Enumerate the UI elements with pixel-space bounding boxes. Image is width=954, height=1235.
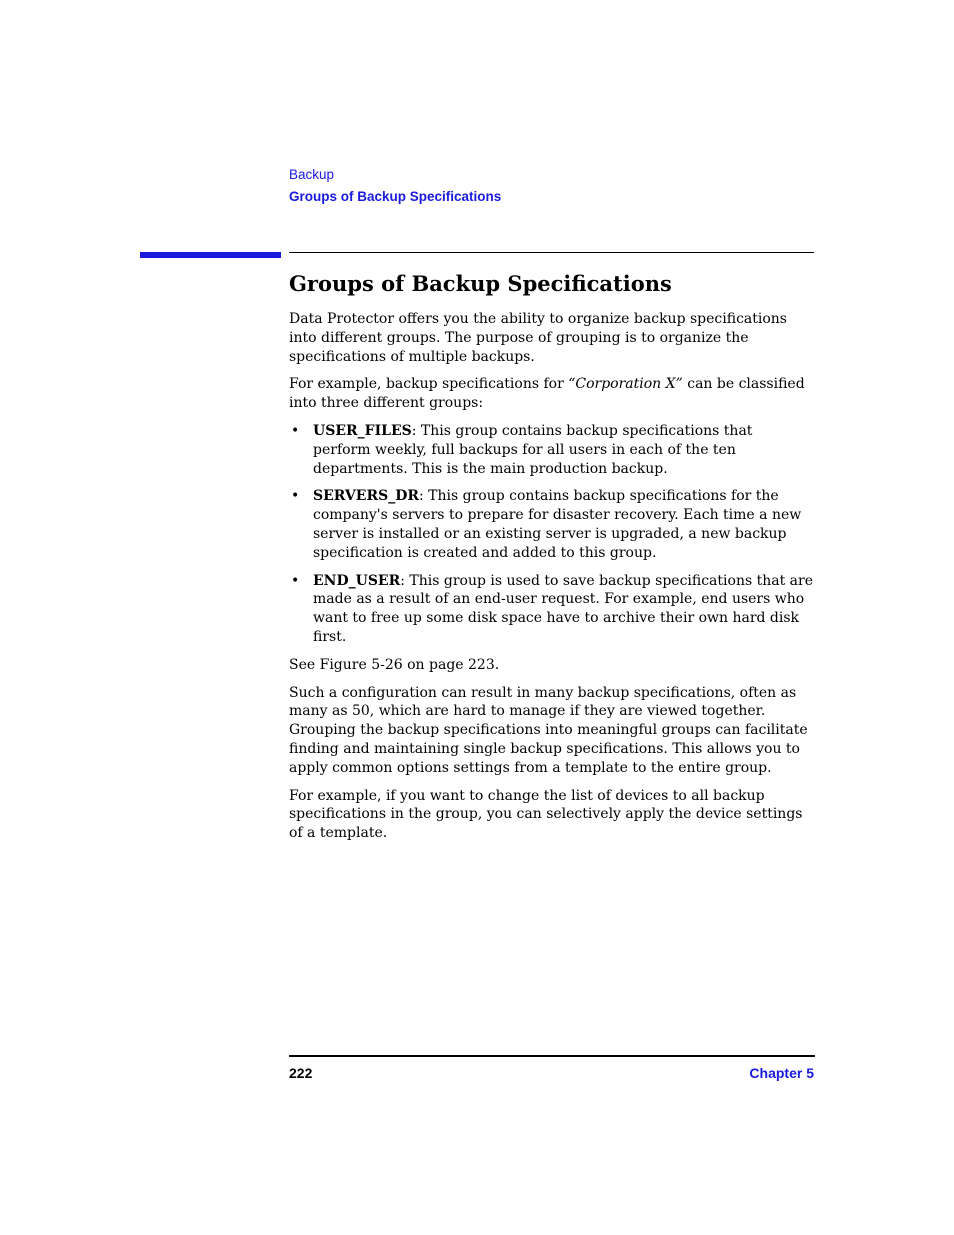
breadcrumb-section: Groups of Backup Specifications	[289, 189, 502, 204]
section-marker-bar	[140, 252, 281, 258]
group-description: : This group is used to save backup specifications that are made as a result of an end-user request. For example, end users who want to free up some disk space have to archive their own hard disk first.	[313, 572, 813, 645]
group-term: SERVERS_DR	[313, 488, 419, 505]
breadcrumb-chapter: Backup	[289, 167, 335, 182]
template-paragraph: For example, if you want to change the list of devices to all backup specifications in the group, you can selectively apply the device settings of a template.	[289, 787, 803, 842]
footer-divider	[289, 1055, 815, 1057]
bullet-icon: •	[291, 488, 300, 505]
section-title: Groups of Backup Specifications	[289, 271, 672, 296]
bullet-icon: •	[291, 572, 300, 589]
section-body	[289, 310, 814, 852]
list-item	[289, 487, 814, 562]
example-text-after: can be classified into three different groups:	[289, 376, 805, 412]
configuration-paragraph: Such a configuration can result in many backup specifications, often as many as 50, which are hard to manage if they are viewed together. Grouping the backup specifications into meaningful groups can facilitate finding and maintaining single backup specifications. This allows you to apply common options settings from a template to the entire group.	[289, 684, 808, 776]
example-text-before: For example, backup specifications for	[289, 376, 569, 393]
page-number: 222	[289, 1065, 313, 1081]
bullet-icon: •	[291, 422, 300, 439]
group-list	[289, 422, 814, 647]
figure-reference: See Figure 5-26 on page 223.	[289, 656, 500, 673]
list-item	[289, 422, 814, 478]
group-term: USER_FILES	[313, 422, 412, 439]
section-divider	[289, 252, 814, 253]
example-company-name: “Corporation X”	[568, 376, 683, 393]
list-item	[289, 572, 814, 647]
example-paragraph	[289, 375, 814, 413]
intro-paragraph: Data Protector offers you the ability to organize backup specifications into different groups. The purpose of grouping is to organize the specifications of multiple backups.	[289, 311, 787, 365]
group-description: : This group contains backup specifications for the company's servers to prepare for disaster recovery. Each time a new server is installed or an existing server is upgraded, a new backup specification is created and added to this group.	[313, 488, 802, 561]
group-term: END_USER	[313, 572, 401, 589]
group-description: : This group contains backup specifications that perform weekly, full backups for all users in each of the ten departments. This is the main production backup.	[313, 422, 753, 477]
chapter-label: Chapter 5	[749, 1065, 814, 1081]
